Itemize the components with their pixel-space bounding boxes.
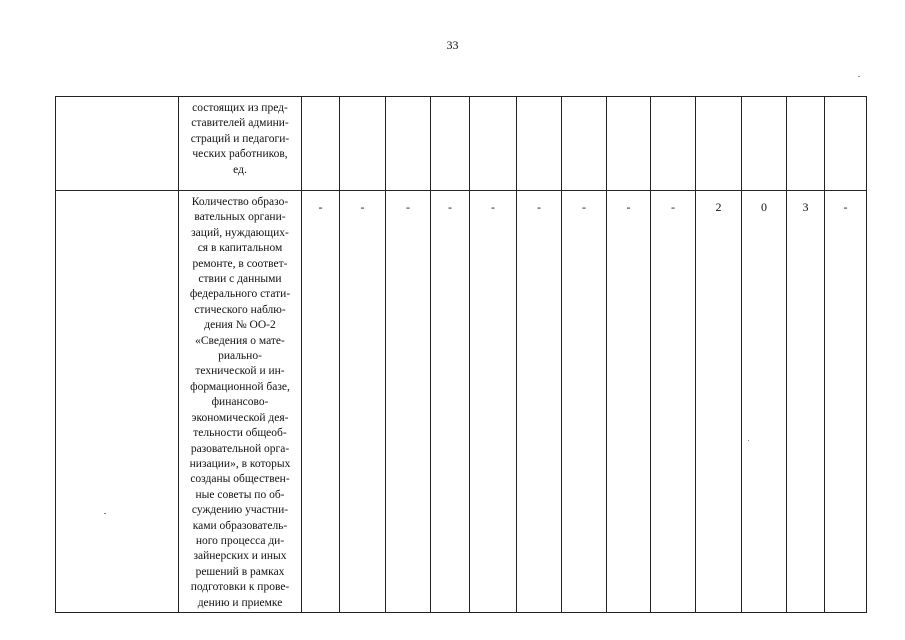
description-line: ные советы по об- [195, 488, 285, 501]
table-cell-value: - [825, 191, 867, 613]
description-line: стического наблю- [194, 303, 286, 316]
table-cell-value [470, 97, 517, 191]
description-line: страций и педагоги- [190, 132, 290, 145]
table-cell-value: - [340, 191, 386, 613]
description-line: ремонте, в соответ- [192, 257, 288, 270]
table-cell-value [340, 97, 386, 191]
description-line: ставителей админи- [191, 117, 289, 130]
description-line: ного процесса ди- [195, 534, 285, 547]
description-line: технической и ин- [195, 365, 285, 378]
description-line: подготовки к прове- [190, 581, 290, 594]
table-cell-value: 2 [696, 191, 742, 613]
scan-speck [748, 440, 749, 441]
table-cell-value [742, 97, 787, 191]
table-cell-value [607, 97, 651, 191]
description-line: тельности общеоб- [193, 427, 287, 440]
description-line: риально- [218, 350, 262, 363]
table-cell-value [517, 97, 562, 191]
table-cell-section [56, 97, 179, 191]
table-cell-value: - [651, 191, 696, 613]
table-cell-value: - [517, 191, 562, 613]
description-line: дению и приемке [197, 596, 283, 609]
table-cell-value: - [607, 191, 651, 613]
description-line: ед. [233, 163, 247, 176]
scan-speck [104, 513, 106, 514]
table-cell-value: - [562, 191, 607, 613]
table-cell-value [825, 97, 867, 191]
description-line: федерального стати- [189, 288, 291, 301]
description-line: состоящих из пред- [192, 102, 288, 114]
table-cell-value: 3 [787, 191, 825, 613]
description-line: формационной базе, [190, 380, 290, 393]
table-cell-section [56, 191, 179, 613]
table-cell-value [696, 97, 742, 191]
page-number: 33 [446, 38, 459, 52]
description-line: решений в рамках [195, 565, 285, 578]
description-line: созданы обществен- [190, 473, 290, 486]
description-line: зайнерских и иных [193, 550, 287, 563]
table-cell-value [302, 97, 340, 191]
table-cell-description [179, 191, 302, 613]
description-line: заций, нуждающих- [191, 226, 289, 239]
table-row [56, 191, 867, 613]
description-line: экономической дея- [191, 411, 289, 424]
description-line: суждению участни- [191, 504, 289, 517]
description-line: разовательной орга- [190, 442, 290, 455]
table-cell-value [386, 97, 431, 191]
table-cell-value [562, 97, 607, 191]
description-line: вательных органи- [194, 211, 286, 224]
description-line: низации», в которых [189, 457, 291, 470]
description-line: ствии с данными [198, 273, 282, 286]
description-line: ками образователь- [192, 519, 288, 532]
table-cell-value: - [386, 191, 431, 613]
description-line: финансово- [211, 396, 269, 409]
table-cell-description [179, 97, 302, 191]
table-cell-value: - [431, 191, 470, 613]
description-line: ческих работников, [192, 148, 288, 161]
table-cell-value: 0 [742, 191, 787, 613]
description-line: Количество образо- [191, 196, 289, 208]
description-line: дения № ОО-2 [204, 319, 276, 332]
description-line: ся в капитальном [197, 242, 283, 255]
table-row [56, 97, 867, 191]
table-cell-value [431, 97, 470, 191]
table-cell-value: - [470, 191, 517, 613]
table-cell-value [787, 97, 825, 191]
table-cell-value: - [302, 191, 340, 613]
scan-speck [858, 76, 860, 77]
description-line: «Сведения о мате- [195, 334, 285, 347]
document-table [55, 96, 867, 613]
table-cell-value [651, 97, 696, 191]
